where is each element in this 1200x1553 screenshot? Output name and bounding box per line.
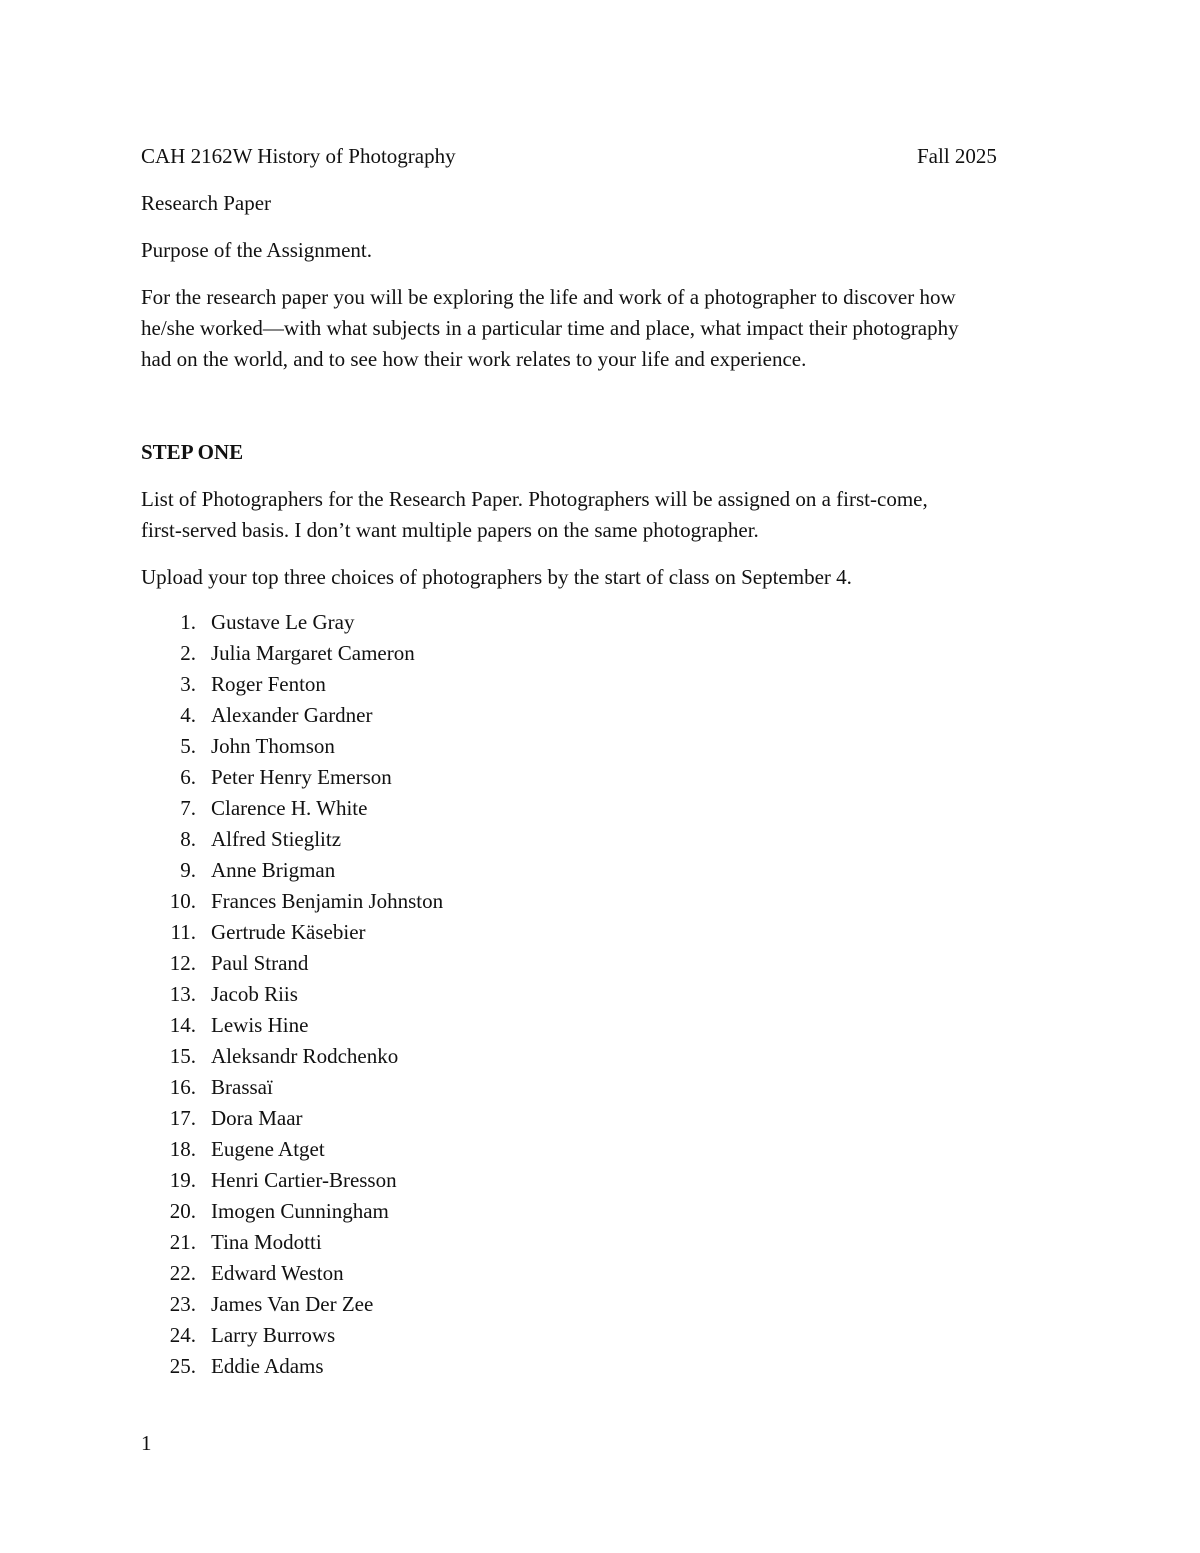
purpose-line: For the research paper you will be exploring the life and work of a photographer to discover how xyxy=(141,285,956,309)
photographer-name: Alfred Stieglitz xyxy=(211,827,342,851)
list-item-number: 25. xyxy=(169,1354,196,1378)
list-item-number: 19. xyxy=(169,1168,196,1192)
list-item-number: 22. xyxy=(169,1261,196,1285)
list-item-number: 8. xyxy=(180,827,196,851)
page-number: 1 xyxy=(141,1431,152,1455)
photographer-name: Dora Maar xyxy=(211,1106,303,1130)
list-item-number: 7. xyxy=(180,796,196,820)
list-item-number: 1. xyxy=(180,610,196,634)
list-item-number: 12. xyxy=(169,951,196,975)
list-item-number: 23. xyxy=(169,1292,196,1316)
photographer-name: Clarence H. White xyxy=(211,796,368,820)
step-one-intro-line: List of Photographers for the Research Paper. Photographers will be assigned on a first-come, xyxy=(141,487,928,511)
step-one-heading: STEP ONE xyxy=(141,440,244,464)
list-item-number: 20. xyxy=(169,1199,196,1223)
list-item-number: 3. xyxy=(180,672,196,696)
list-item-number: 2. xyxy=(180,641,196,665)
list-item-number: 15. xyxy=(169,1044,196,1068)
photographer-name: James Van Der Zee xyxy=(211,1292,374,1316)
list-item-number: 4. xyxy=(180,703,196,727)
photographer-name: Edward Weston xyxy=(211,1261,344,1285)
photographer-name: Larry Burrows xyxy=(211,1323,336,1347)
photographer-name: Tina Modotti xyxy=(211,1230,322,1254)
upload-instruction: Upload your top three choices of photographers by the start of class on September 4. xyxy=(141,565,852,589)
list-item-number: 9. xyxy=(180,858,196,882)
photographer-name: Paul Strand xyxy=(211,951,309,975)
photographer-name: Anne Brigman xyxy=(211,858,336,882)
photographer-name: Imogen Cunningham xyxy=(211,1199,389,1223)
step-one-intro-line: first-served basis. I don’t want multiple papers on the same photographer. xyxy=(141,518,759,542)
list-item-number: 6. xyxy=(180,765,196,789)
photographer-name: Eugene Atget xyxy=(211,1137,325,1161)
photographer-name: John Thomson xyxy=(211,734,335,758)
photographer-name: Henri Cartier-Bresson xyxy=(211,1168,397,1192)
purpose-line: had on the world, and to see how their work relates to your life and experience. xyxy=(141,347,807,371)
photographer-name: Alexander Gardner xyxy=(211,703,373,727)
purpose-line: he/she worked—with what subjects in a particular time and place, what impact their photography xyxy=(141,316,959,340)
photographer-name: Gertrude Käsebier xyxy=(211,920,366,944)
course-title: CAH 2162W History of Photography xyxy=(141,144,456,168)
list-item-number: 16. xyxy=(169,1075,196,1099)
list-item-number: 14. xyxy=(169,1013,196,1037)
photographer-name: Aleksandr Rodchenko xyxy=(211,1044,399,1068)
list-item-number: 5. xyxy=(180,734,196,758)
photographer-name: Peter Henry Emerson xyxy=(211,765,392,789)
photographer-name: Brassaï xyxy=(211,1075,273,1099)
list-item-number: 13. xyxy=(169,982,196,1006)
list-item-number: 17. xyxy=(169,1106,196,1130)
photographer-name: Roger Fenton xyxy=(211,672,326,696)
photographer-name: Julia Margaret Cameron xyxy=(211,641,415,665)
list-item-number: 18. xyxy=(169,1137,196,1161)
list-item-number: 10. xyxy=(169,889,196,913)
term-label: Fall 2025 xyxy=(917,144,997,168)
photographer-name: Gustave Le Gray xyxy=(211,610,355,634)
list-item-number: 21. xyxy=(169,1230,196,1254)
photographer-name: Lewis Hine xyxy=(211,1013,309,1037)
list-item-number: 11. xyxy=(170,920,196,944)
list-item-number: 24. xyxy=(169,1323,196,1347)
photographer-name: Eddie Adams xyxy=(211,1354,324,1378)
purpose-heading: Purpose of the Assignment. xyxy=(141,238,372,262)
photographer-name: Jacob Riis xyxy=(211,982,298,1006)
document-title: Research Paper xyxy=(141,191,272,215)
photographer-name: Frances Benjamin Johnston xyxy=(211,889,444,913)
